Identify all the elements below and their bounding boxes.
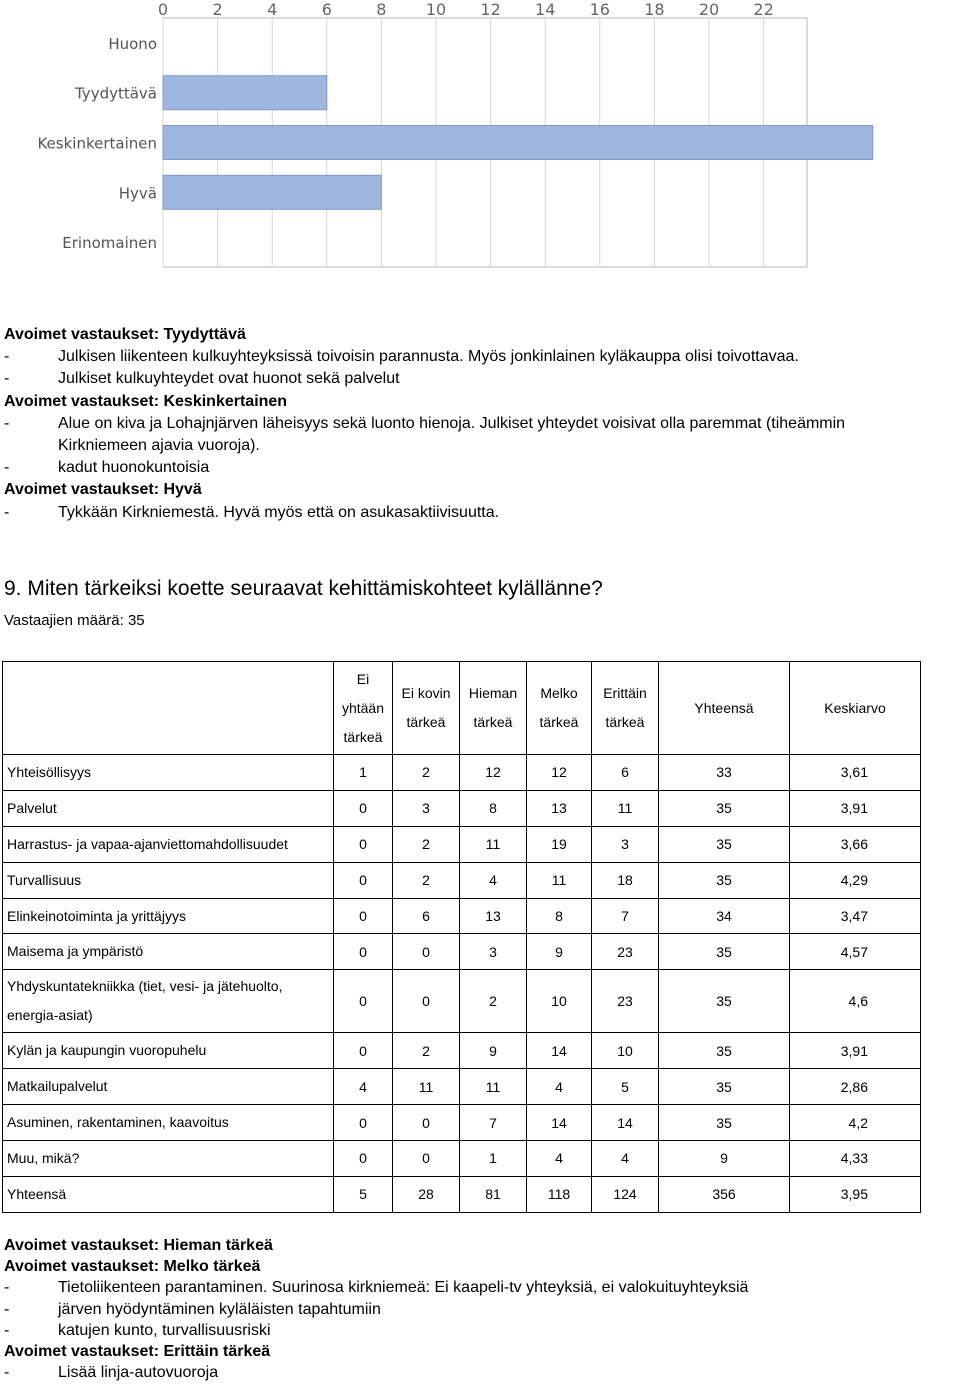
column-header — [393, 662, 460, 755]
count-cell: 2 — [393, 862, 460, 898]
answer-text: Kirkniemeen ajavia vuoroja). — [58, 437, 260, 454]
header-line: tärkeä — [406, 714, 446, 730]
answer-text: Julkisen liikenteen kulkuyhteyksissä toivoisin parannusta. Myös jonkinlainen kyläkauppa olisi toivottavaa. — [58, 348, 799, 366]
answer-text: kadut huonokuntoisia — [58, 459, 210, 477]
count-cell: 0 — [393, 1105, 460, 1141]
count-cell: 0 — [334, 862, 393, 898]
answers-heading: Avoimet vastaukset: Tyydyttävä — [4, 326, 246, 343]
count-cell: 23 — [592, 934, 659, 970]
header-line: Hieman — [468, 685, 518, 701]
average-cell: 3,61 — [790, 755, 921, 791]
count-cell: 35 — [659, 1069, 790, 1105]
count-cell: 3 — [460, 934, 527, 970]
count-cell: 12 — [527, 755, 592, 791]
row-label-line: Yhteisöllisyys — [7, 763, 92, 780]
bullet-dash: - — [4, 1364, 10, 1382]
count-cell: 35 — [659, 862, 790, 898]
table-row — [3, 1033, 921, 1069]
answer-text: Tykkään Kirkniemestä. Hyvä myös että on asukasaktiivisuutta. — [58, 503, 500, 521]
column-header — [460, 662, 527, 755]
category-label: Keskinkertainen — [37, 134, 157, 153]
bar-chart — [0, 0, 960, 275]
count-cell: 12 — [460, 755, 527, 791]
count-cell: 10 — [592, 1033, 659, 1069]
average-cell: 3,91 — [790, 1033, 921, 1069]
answer-text: Lisää linja-autovuoroja — [58, 1364, 219, 1382]
count-cell: 28 — [393, 1176, 460, 1212]
chart-category-labels — [37, 35, 157, 252]
count-cell: 33 — [659, 755, 790, 791]
column-header — [592, 662, 659, 755]
average-cell: 3,66 — [790, 826, 921, 862]
header-line: Ei — [356, 670, 370, 687]
header-line: Yhteensä — [694, 699, 754, 716]
tick-label: 6 — [321, 0, 332, 19]
header-line: Keskiarvo — [824, 699, 886, 716]
count-cell: 11 — [527, 862, 592, 898]
count-cell: 18 — [592, 862, 659, 898]
count-cell: 11 — [393, 1069, 460, 1105]
header-line: tärkeä — [539, 714, 579, 730]
tick-label: 12 — [480, 0, 501, 19]
count-cell: 0 — [334, 1105, 393, 1141]
tick-label: 10 — [425, 0, 447, 19]
count-cell: 5 — [592, 1069, 659, 1105]
count-cell: 81 — [460, 1176, 527, 1212]
bullet-dash: - — [4, 1321, 10, 1339]
count-cell: 124 — [592, 1176, 659, 1212]
bar — [163, 175, 381, 209]
row-label-line: Asuminen, rakentaminen, kaavoitus — [7, 1114, 229, 1131]
bullet-dash: - — [4, 1300, 10, 1318]
category-label: Huono — [108, 34, 157, 53]
row-label-line: Turvallisuus — [7, 871, 82, 888]
table-row — [3, 790, 921, 826]
tick-label: 14 — [535, 0, 556, 19]
row-label — [3, 755, 334, 791]
count-cell: 3 — [592, 826, 659, 862]
row-label-line: Elinkeinotoiminta ja yrittäjyys — [7, 907, 186, 924]
count-cell: 0 — [393, 934, 460, 970]
count-cell: 2 — [393, 826, 460, 862]
header-line: tärkeä — [605, 714, 645, 730]
count-cell: 4 — [527, 1069, 592, 1105]
table-row — [3, 862, 921, 898]
row-label — [3, 790, 334, 826]
average-cell: 2,86 — [790, 1069, 921, 1105]
count-cell: 13 — [460, 898, 527, 934]
count-cell: 11 — [460, 1069, 527, 1105]
tick-label: 18 — [644, 0, 665, 19]
count-cell: 6 — [592, 755, 659, 791]
average-cell: 4,6 — [790, 970, 921, 1033]
answer-text: Julkiset kulkuyhteydet ovat huonot sekä palvelut — [58, 370, 400, 388]
count-cell: 4 — [592, 1141, 659, 1177]
count-cell: 11 — [460, 826, 527, 862]
row-label — [3, 1141, 334, 1177]
count-cell: 35 — [659, 790, 790, 826]
row-label-line: Matkailupalvelut — [7, 1078, 108, 1095]
tick-label: 16 — [589, 0, 610, 19]
answer-text: järven hyödyntäminen kyläläisten tapahtumiin — [58, 1300, 381, 1318]
count-cell: 14 — [592, 1105, 659, 1141]
count-cell: 35 — [659, 1105, 790, 1141]
count-cell: 35 — [659, 826, 790, 862]
count-cell: 3 — [393, 790, 460, 826]
count-cell: 5 — [334, 1176, 393, 1212]
count-cell: 9 — [527, 934, 592, 970]
count-cell: 9 — [460, 1033, 527, 1069]
count-cell: 0 — [334, 790, 393, 826]
tick-label: 0 — [157, 0, 169, 19]
tick-label: 22 — [753, 0, 774, 19]
count-cell: 2 — [460, 970, 527, 1033]
count-cell: 35 — [659, 970, 790, 1033]
column-header — [790, 662, 921, 755]
column-header — [527, 662, 592, 755]
answers-heading: Avoimet vastaukset: Erittäin tärkeä — [4, 1343, 271, 1360]
header-line: Erittäin — [603, 685, 647, 701]
importance-table — [2, 661, 921, 1213]
count-cell: 4 — [527, 1141, 592, 1177]
tick-label: 2 — [212, 0, 223, 19]
row-label — [3, 1069, 334, 1105]
count-cell: 0 — [334, 826, 393, 862]
average-cell: 3,91 — [790, 790, 921, 826]
table-row — [3, 1105, 921, 1141]
answer-text: Alue on kiva ja Lohajnjärven läheisyys sekä luonto hienoja. Julkiset yhteydet voisivat olla paremmat (tiheämmin — [58, 414, 846, 432]
count-cell: 7 — [592, 898, 659, 934]
bullet-dash: - — [4, 503, 10, 521]
bullet-dash: - — [4, 348, 10, 366]
average-cell: 4,57 — [790, 934, 921, 970]
tick-label: 4 — [267, 0, 278, 19]
count-cell: 0 — [334, 934, 393, 970]
row-label-line: energia-asiat) — [7, 1007, 93, 1024]
row-label-line: Maisema ja ympäristö — [7, 943, 144, 960]
count-cell: 9 — [659, 1141, 790, 1177]
count-cell: 13 — [527, 790, 592, 826]
row-label — [3, 1105, 334, 1141]
bullet-dash: - — [4, 459, 10, 477]
header-empty — [3, 662, 334, 755]
column-header — [659, 662, 790, 755]
table-body — [3, 755, 921, 1213]
row-label-line: Yhdyskuntatekniikka (tiet, vesi- ja jätehuolto, — [7, 978, 283, 995]
count-cell: 8 — [460, 790, 527, 826]
count-cell: 0 — [334, 1033, 393, 1069]
header-line: tärkeä — [343, 728, 383, 745]
table-row — [3, 934, 921, 970]
count-cell: 2 — [393, 755, 460, 791]
bullet-dash: - — [4, 370, 10, 388]
table-row — [3, 755, 921, 791]
table-header-row — [3, 662, 921, 755]
count-cell: 10 — [527, 970, 592, 1033]
count-cell: 11 — [592, 790, 659, 826]
count-cell: 4 — [460, 862, 527, 898]
table-row — [3, 826, 921, 862]
answers-heading: Avoimet vastaukset: Keskinkertainen — [4, 392, 288, 410]
count-cell: 0 — [334, 898, 393, 934]
average-cell: 4,33 — [790, 1141, 921, 1177]
count-cell: 6 — [393, 898, 460, 934]
question-title: 9. Miten tärkeiksi koette seuraavat kehittämiskohteet kylällänne? — [4, 577, 603, 600]
count-cell: 1 — [460, 1141, 527, 1177]
row-label — [3, 1176, 334, 1212]
bullet-dash: - — [4, 1279, 10, 1297]
count-cell: 14 — [527, 1105, 592, 1141]
header-line: Ei kovin — [401, 685, 451, 701]
table-row — [3, 1141, 921, 1177]
row-label-line: Yhteensä — [7, 1185, 67, 1202]
count-cell: 7 — [460, 1105, 527, 1141]
tick-label: 8 — [376, 0, 387, 19]
count-cell: 0 — [334, 1141, 393, 1177]
chart-tick-labels — [158, 0, 774, 19]
respondent-count: Vastaajien määrä: 35 — [4, 612, 145, 629]
count-cell: 1 — [334, 755, 393, 791]
count-cell: 34 — [659, 898, 790, 934]
table-row — [3, 1069, 921, 1105]
count-cell: 0 — [393, 970, 460, 1033]
answer-text: katujen kunto, turvallisuusriski — [58, 1321, 271, 1339]
average-cell: 4,29 — [790, 862, 921, 898]
count-cell: 8 — [527, 898, 592, 934]
table-row — [3, 970, 921, 1033]
count-cell: 356 — [659, 1176, 790, 1212]
row-label — [3, 898, 334, 934]
count-cell: 19 — [527, 826, 592, 862]
count-cell: 0 — [334, 970, 393, 1033]
row-label — [3, 970, 334, 1033]
row-label-line: Palvelut — [7, 799, 57, 816]
answer-text: Tietoliikenteen parantaminen. Suurinosa kirkniemeä: Ei kaapeli-tv yhteyksiä, ei valokuituyhteyksiä — [58, 1279, 749, 1297]
row-label — [3, 1033, 334, 1069]
bar — [163, 126, 873, 160]
row-label — [3, 826, 334, 862]
row-label — [3, 934, 334, 970]
category-label: Erinomainen — [62, 234, 157, 253]
count-cell: 35 — [659, 934, 790, 970]
row-label-line: Harrastus- ja vapaa-ajanviettomahdollisuudet — [7, 835, 288, 852]
average-cell: 4,2 — [790, 1105, 921, 1141]
count-cell: 0 — [393, 1141, 460, 1177]
answers-heading: Avoimet vastaukset: Hieman tärkeä — [4, 1237, 273, 1254]
row-label — [3, 862, 334, 898]
category-label: Hyvä — [118, 184, 157, 203]
tick-label: 20 — [698, 0, 720, 19]
answers-heading: Avoimet vastaukset: Hyvä — [4, 481, 202, 499]
category-label: Tyydyttävä — [74, 84, 157, 103]
answers-heading: Avoimet vastaukset: Melko tärkeä — [4, 1258, 261, 1276]
row-label-line: Kylän ja kaupungin vuoropuhelu — [7, 1042, 207, 1059]
row-label-line: Muu, mikä? — [7, 1149, 80, 1166]
count-cell: 35 — [659, 1033, 790, 1069]
header-line: yhtään — [341, 699, 385, 716]
header-line: tärkeä — [473, 714, 513, 730]
count-cell: 14 — [527, 1033, 592, 1069]
header-line: Melko — [540, 685, 578, 701]
count-cell: 118 — [527, 1176, 592, 1212]
count-cell: 4 — [334, 1069, 393, 1105]
table-row — [3, 1176, 921, 1212]
count-cell: 23 — [592, 970, 659, 1033]
average-cell: 3,47 — [790, 898, 921, 934]
column-header — [334, 662, 393, 755]
bar — [163, 76, 327, 110]
count-cell: 2 — [393, 1033, 460, 1069]
average-cell: 3,95 — [790, 1176, 921, 1212]
table-row — [3, 898, 921, 934]
bullet-dash: - — [4, 414, 10, 432]
